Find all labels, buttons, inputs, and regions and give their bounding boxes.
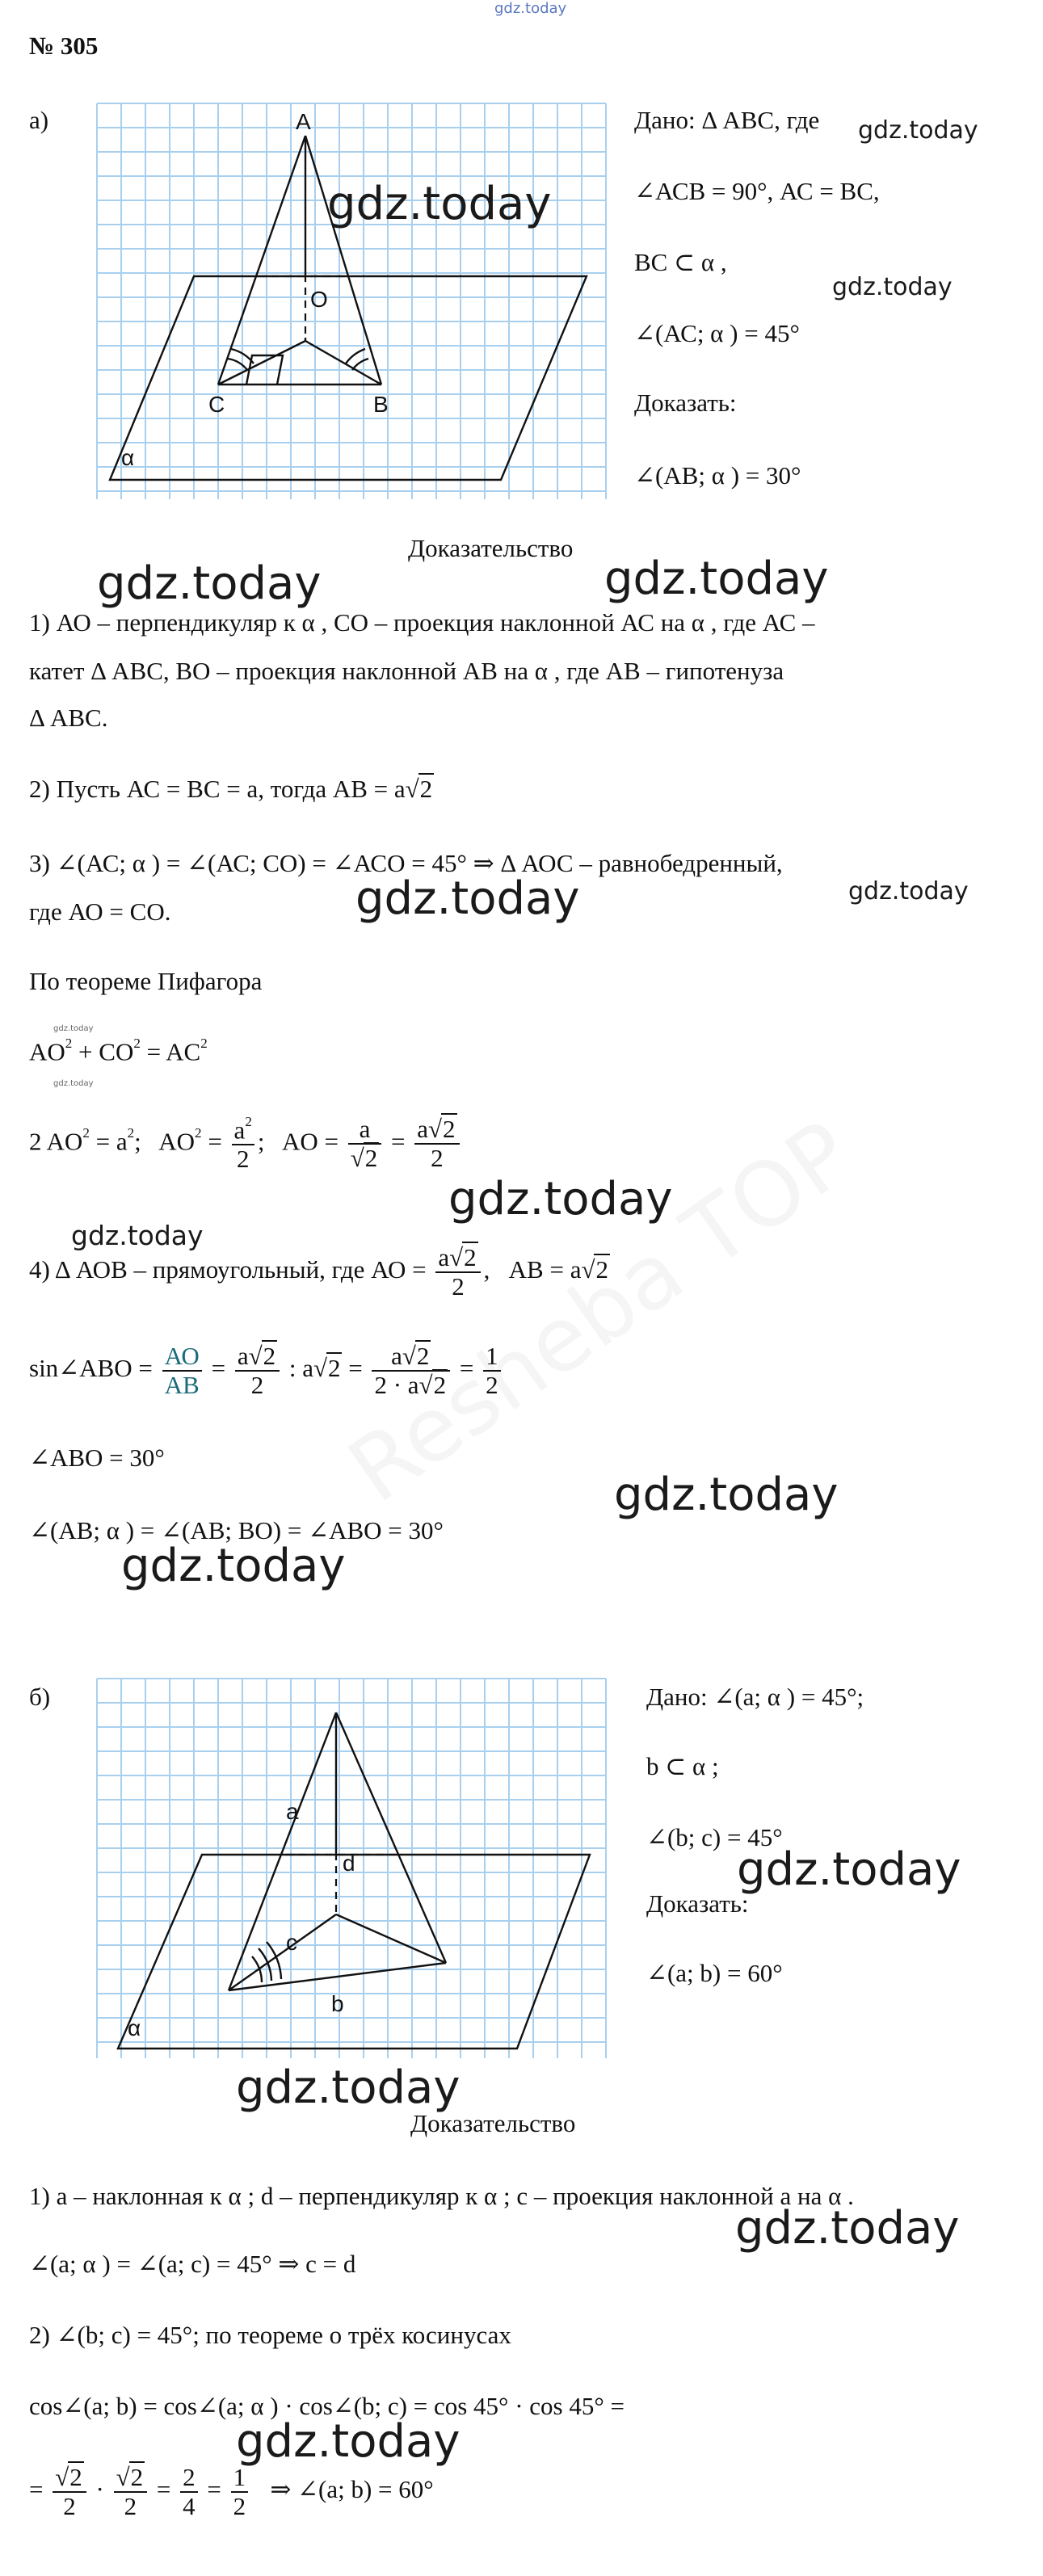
step-b1-conclusion: ∠(a; α ) = ∠(a; c) = 45° ⇒ c = d xyxy=(29,2250,356,2278)
figure-b xyxy=(81,1670,630,2074)
frac-2-over-4: $\frac{2}{4}$ xyxy=(180,2464,198,2520)
frac-one-half: $\frac{1}{2}$ xyxy=(483,1343,501,1399)
watermark: gdz.today xyxy=(737,1843,961,1896)
point-a-label: A xyxy=(296,109,311,134)
figure-a xyxy=(81,95,630,515)
angle-arc-b-3 xyxy=(267,1942,281,1979)
label-b: b xyxy=(331,1991,344,2016)
step-a4-text: 4) Δ АОВ – прямоугольный, где АО = xyxy=(29,1255,427,1284)
plane-alpha-label: α xyxy=(121,445,135,470)
frac-ao: АО xyxy=(162,1343,202,1372)
pyth-solution: 2 $AO^2 = a^2$; $AO^2$ = $\frac{a^2}{2}$ ; AO = $\frac{a}{√2}$ = $\frac{a√2}{2}$ xyxy=(29,1115,463,1174)
given-a-line-1: Дано: Δ АВС, где xyxy=(634,106,820,134)
frac-ab: АВ xyxy=(164,1371,200,1400)
problem-number: № 305 xyxy=(29,32,99,60)
frac-ao-value: $\frac{a√2}{2}$ xyxy=(435,1244,480,1301)
sine-equation: sin∠ABO = $\frac{АО}{АВ}$ = $\frac{a√2}{2}$ : a√2 = $\frac{a√2}{2 \cdot a√2}$ = $\frac{1}{2}$ xyxy=(29,1343,504,1399)
frac-sqrt2-over-2-2: $\frac{√2}{2}$ xyxy=(114,2464,148,2520)
label-a: a xyxy=(286,1799,299,1824)
label-d: d xyxy=(343,1851,355,1876)
frac-a-sqrt2-over-2a-sqrt2: $\frac{a√2}{2 \cdot a√2}$ xyxy=(372,1343,450,1399)
step-a4: 4) Δ АОВ – прямоугольный, где АО = $\frac{a√2}{2}$ , AB = a√2 xyxy=(29,1243,608,1301)
proof-b-title: Доказательство xyxy=(410,2109,576,2137)
point-c-label: C xyxy=(208,392,225,417)
frac-a-sqrt2-over-2b: $\frac{a√2}{2}$ xyxy=(235,1343,280,1399)
point-o-label: O xyxy=(310,287,328,312)
watermark: gdz.today xyxy=(614,1469,839,1521)
line-a xyxy=(229,1712,336,1990)
step-a3-cont: где АО = СО. xyxy=(29,897,171,926)
watermark: gdz.today xyxy=(858,116,978,145)
watermark-tiny: gdz.today xyxy=(53,1024,94,1033)
frac-a-over-sqrt2: $\frac{a}{√2}$ xyxy=(348,1116,382,1172)
point-b-label: B xyxy=(373,392,389,417)
final-a: ∠(АВ; α ) = ∠(АВ; ВО) = ∠АВО = 30° xyxy=(29,1516,444,1544)
sqrt-2: √2 xyxy=(405,775,433,803)
prove-a-statement: ∠(АВ; α ) = 30° xyxy=(634,461,801,490)
step-a1-line-2: катет Δ АВС, ВО – проекция наклонной АВ на α , где АВ – гипотенуза xyxy=(29,657,784,685)
watermark: gdz.today xyxy=(735,2202,960,2255)
frac-ao-over-ab xyxy=(162,1343,202,1399)
frac-sqrt2-over-2-1: $\frac{√2}{2}$ xyxy=(53,2464,86,2520)
watermark: gdz.today xyxy=(355,872,580,925)
final-b-tail: ⇒ ∠(a; b) = 60° xyxy=(270,2475,434,2504)
angle-abo-line: ∠АВО = 30° xyxy=(29,1443,165,1472)
given-a-line-4: ∠(АС; α ) = 45° xyxy=(634,319,800,347)
top-watermark: gdz.today xyxy=(494,0,567,17)
plane-alpha-b xyxy=(118,1855,590,2049)
label-c: c xyxy=(286,1930,297,1955)
watermark: gdz.today xyxy=(71,1220,204,1251)
watermark: gdz.today xyxy=(604,553,829,605)
step-a2-text: 2) Пусть АС = ВС = a, тогда АВ = a xyxy=(29,775,406,803)
given-b-line-1: Дано: ∠(a; α ) = 45°; xyxy=(646,1683,864,1711)
part-a-label: а) xyxy=(29,106,49,134)
step-a1-line-1: 1) АО – перпендикуляр к α , СО – проекция наклонной АС на α , где АС – xyxy=(29,608,815,637)
cosine-chain: cos∠(a; b) = cos∠(a; α ) · cos∠(b; c) = cos 45° · cos 45° = xyxy=(29,2392,625,2420)
final-b: = $\frac{√2}{2}$ · $\frac{√2}{2}$ = $\frac{2}{4}$ = $\frac{1}{2}$ ⇒ ∠(a; b) = 60° xyxy=(29,2463,434,2521)
pyth-equation: $AO^2 + CO^2 = AC^2$ xyxy=(29,1036,208,1066)
angle-arc-c xyxy=(228,359,247,370)
watermark: gdz.today xyxy=(236,2061,461,2114)
frac-a2-over-2: $\frac{a^2}{2}$ xyxy=(232,1115,254,1174)
prove-b-title: Доказать: xyxy=(646,1889,749,1918)
prove-a-title: Доказать: xyxy=(634,389,737,417)
given-b-line-3: ∠(b; c) = 45° xyxy=(646,1823,783,1851)
step-a2 xyxy=(29,774,434,804)
plane-alpha xyxy=(110,276,587,480)
sqrt-2: √2 xyxy=(581,1255,608,1284)
watermark-tiny: gdz.today xyxy=(53,1079,94,1088)
angle-arc-b xyxy=(352,359,368,370)
step-b2: 2) ∠(b; c) = 45°; по теореме о трёх косинусах xyxy=(29,2321,511,2349)
watermark: gdz.today xyxy=(327,178,552,230)
pyth-title: По теореме Пифагора xyxy=(29,967,263,995)
label-alpha-b: α xyxy=(128,2015,141,2040)
proof-a-title: Доказательство xyxy=(408,534,574,562)
figure-a-grid xyxy=(97,103,606,499)
step-a1-line-3: Δ АВС. xyxy=(29,704,108,732)
watermark: gdz.today xyxy=(848,877,969,906)
frac-a-sqrt2-over-2: $\frac{a√2}{2}$ xyxy=(414,1116,459,1172)
frac-1-over-2: $\frac{1}{2}$ xyxy=(231,2464,249,2520)
watermark: gdz.today xyxy=(832,273,953,301)
watermark: gdz.today xyxy=(236,2415,461,2468)
watermark: gdz.today xyxy=(97,557,322,610)
watermark: gdz.today xyxy=(121,1540,346,1592)
line-top-right xyxy=(336,1712,446,1963)
prove-b-statement: ∠(a; b) = 60° xyxy=(646,1959,783,1987)
watermark: gdz.today xyxy=(448,1173,673,1225)
given-b-line-2: b ⊂ α ; xyxy=(646,1752,719,1780)
step-a3: 3) ∠(АС; α ) = ∠(АС; СО) = ∠АСО = 45° ⇒ Δ АОС – равнобедренный, xyxy=(29,849,783,877)
given-a-line-3: ВС ⊂ α , xyxy=(634,248,727,276)
step-b1: 1) a – наклонная к α ; d – перпендикуляр к α ; c – проекция наклонной a на α . xyxy=(29,2182,854,2210)
part-b-label: б) xyxy=(29,1683,51,1711)
given-a-line-2: ∠АСВ = 90°, АС = ВС, xyxy=(634,177,880,205)
